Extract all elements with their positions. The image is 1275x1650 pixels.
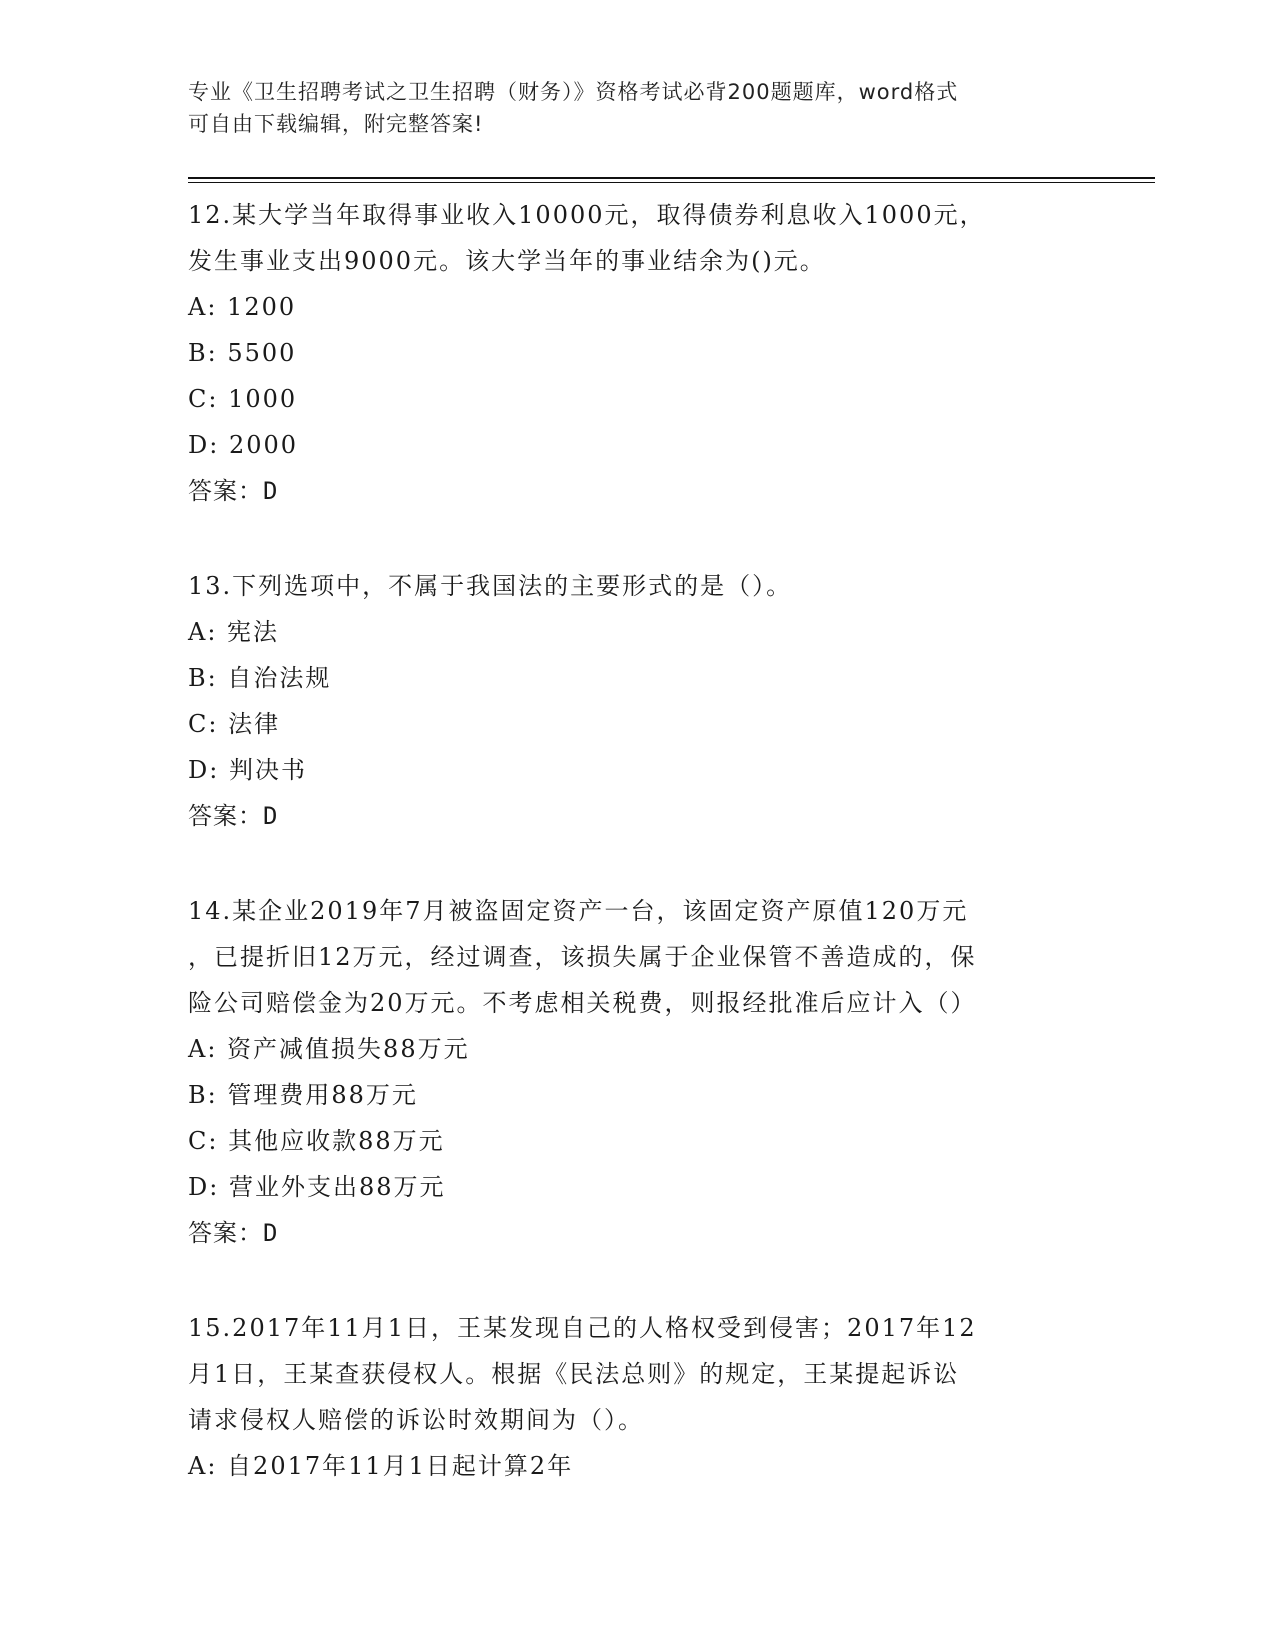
header-line-1: 专业《卫生招聘考试之卫生招聘（财务）》资格考试必背200题题库，word格式 (188, 80, 959, 104)
option-b: B: 自治法规 (188, 664, 332, 692)
answer-line (188, 1210, 1088, 1256)
option-d: D: 判决书 (188, 756, 307, 784)
answer-label: 答案： (188, 802, 263, 830)
option-c: C: 1000 (188, 385, 298, 413)
answer-label: 答案： (188, 1219, 263, 1247)
question-stem-line: 14.某企业2019年7月被盗固定资产一台，该固定资产原值120万元 (188, 897, 969, 925)
question-stem-line: 发生事业支出9000元。该大学当年的事业结余为()元。 (188, 247, 826, 275)
option-a: A: 资产减值损失88万元 (188, 1035, 470, 1063)
question-list (188, 192, 1088, 1538)
question-12 (188, 192, 1088, 514)
answer-value: D (263, 802, 279, 830)
question-stem-line: 12.某大学当年取得事业收入10000元，取得债券利息收入1000元， (188, 201, 986, 229)
answer-line (188, 793, 1088, 839)
question-stem-line: 13.下列选项中，不属于我国法的主要形式的是（）。 (188, 572, 793, 600)
question-stem-line: 险公司赔偿金为20万元。不考虑相关税费，则报经批准后应计入（） (188, 989, 977, 1017)
header-divider-thick (188, 177, 1155, 179)
option-d: D: 营业外支出88万元 (188, 1173, 446, 1201)
header-divider-thin (188, 182, 1155, 183)
option-d: D: 2000 (188, 431, 299, 459)
question-stem-line: 月1日，王某查获侵权人。根据《民法总则》的规定，王某提起诉讼 (188, 1360, 960, 1388)
answer-value: D (263, 477, 279, 505)
question-15 (188, 1305, 1088, 1489)
question-14 (188, 888, 1088, 1256)
answer-value: D (263, 1219, 279, 1247)
question-stem-line: 15.2017年11月1日，王某发现自己的人格权受到侵害；2017年12 (188, 1314, 977, 1342)
option-a: A: 1200 (188, 293, 297, 321)
option-a: A: 宪法 (188, 618, 280, 646)
option-a: A: 自2017年11月1日起计算2年 (188, 1452, 574, 1480)
option-b: B: 5500 (188, 339, 297, 367)
answer-line (188, 468, 1088, 514)
header-line-2: 可自由下载编辑，附完整答案! (188, 112, 484, 136)
document-header (188, 76, 1068, 140)
question-stem-line: ，已提折旧12万元，经过调查，该损失属于企业保管不善造成的，保 (188, 943, 977, 971)
answer-label: 答案： (188, 477, 263, 505)
option-b: B: 管理费用88万元 (188, 1081, 418, 1109)
option-c: C: 法律 (188, 710, 281, 738)
question-13 (188, 563, 1088, 839)
option-c: C: 其他应收款88万元 (188, 1127, 445, 1155)
question-stem-line: 请求侵权人赔偿的诉讼时效期间为（）。 (188, 1406, 644, 1434)
